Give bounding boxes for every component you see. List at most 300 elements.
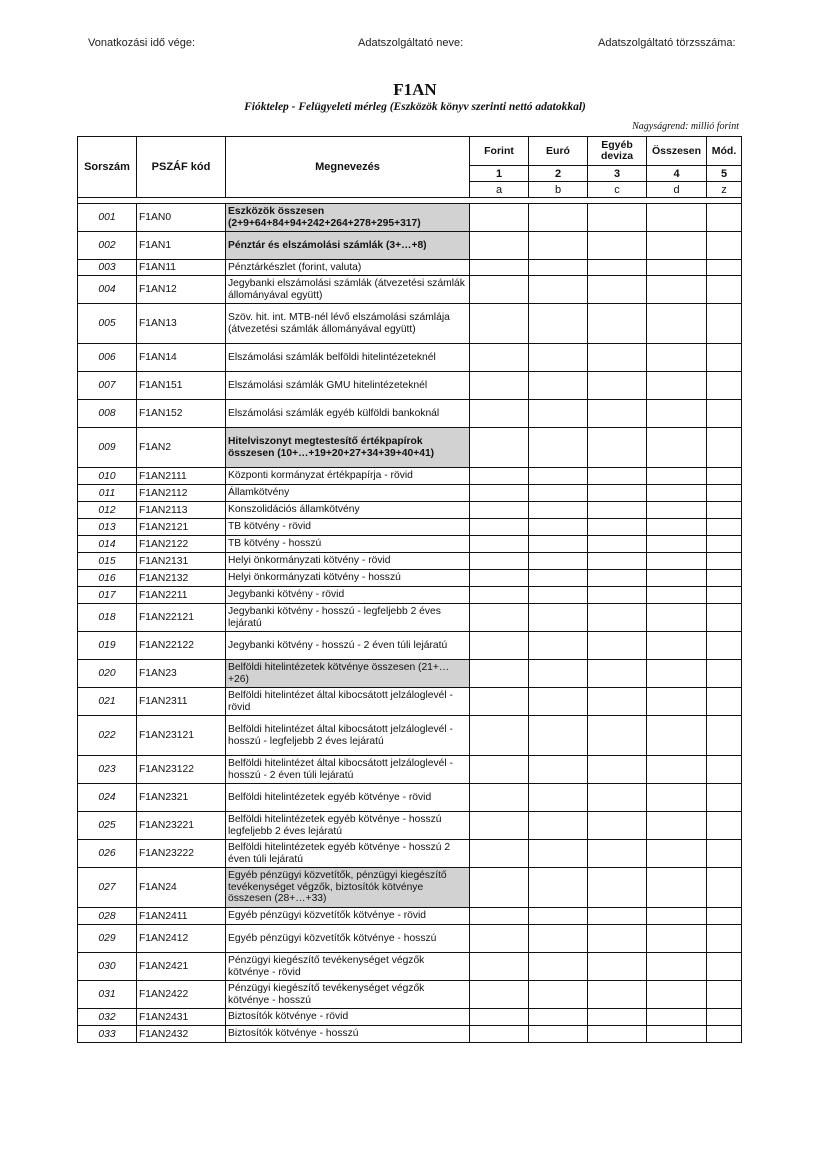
table-row	[78, 784, 742, 812]
value-cell-osszesen[interactable]	[647, 840, 707, 868]
value-cell-osszesen[interactable]	[647, 204, 707, 232]
row-sorszam: 015	[78, 553, 137, 570]
value-cell-osszesen[interactable]	[647, 570, 707, 587]
value-cell-egyeb-deviza[interactable]	[588, 812, 647, 840]
row-pszaf-code: F1AN23121	[137, 716, 226, 756]
row-sorszam: 014	[78, 536, 137, 553]
value-cell-egyeb-deviza[interactable]	[588, 400, 647, 428]
value-cell-euro[interactable]	[529, 519, 588, 536]
row-pszaf-code: F1AN2	[137, 428, 226, 468]
table-row	[78, 400, 742, 428]
row-sorszam: 005	[78, 304, 137, 344]
table-row	[78, 1026, 742, 1043]
row-pszaf-code: F1AN2431	[137, 1009, 226, 1026]
value-cell-euro[interactable]	[529, 840, 588, 868]
value-cell-egyeb-deviza[interactable]	[588, 756, 647, 784]
value-cell-egyeb-deviza[interactable]	[588, 372, 647, 400]
row-megnevezes: Pénzügyi kiegészítő tevékenységet végzők kötvénye - rövid	[226, 953, 470, 981]
row-sorszam: 031	[78, 981, 137, 1009]
value-cell-forint[interactable]	[470, 840, 529, 868]
value-cell-egyeb-deviza[interactable]	[588, 1026, 647, 1043]
row-sorszam: 033	[78, 1026, 137, 1043]
value-cell-egyeb-deviza[interactable]	[588, 908, 647, 925]
value-cell-forint[interactable]	[470, 553, 529, 570]
value-cell-euro[interactable]	[529, 372, 588, 400]
row-pszaf-code: F1AN0	[137, 204, 226, 232]
value-cell-forint[interactable]	[470, 925, 529, 953]
col-header-sorszam: Sorszám	[78, 137, 137, 198]
value-cell-osszesen[interactable]	[647, 908, 707, 925]
row-sorszam: 006	[78, 344, 137, 372]
value-cell-osszesen[interactable]	[647, 553, 707, 570]
row-sorszam: 009	[78, 428, 137, 468]
table-row	[78, 604, 742, 632]
value-cell-forint[interactable]	[470, 981, 529, 1009]
value-cell-forint[interactable]	[470, 660, 529, 688]
table-row	[78, 587, 742, 604]
value-cell-osszesen[interactable]	[647, 304, 707, 344]
value-cell-forint[interactable]	[470, 536, 529, 553]
col-letter-a: a	[470, 182, 529, 198]
row-megnevezes: Pénztárkészlet (forint, valuta)	[226, 260, 470, 276]
row-pszaf-code: F1AN22122	[137, 632, 226, 660]
value-cell-forint[interactable]	[470, 1009, 529, 1026]
row-sorszam: 021	[78, 688, 137, 716]
value-cell-euro[interactable]	[529, 981, 588, 1009]
value-cell-euro[interactable]	[529, 485, 588, 502]
value-cell-osszesen[interactable]	[647, 536, 707, 553]
value-cell-osszesen[interactable]	[647, 688, 707, 716]
value-cell-mod[interactable]	[707, 485, 742, 502]
value-cell-mod[interactable]	[707, 812, 742, 840]
table-row	[78, 372, 742, 400]
value-cell-euro[interactable]	[529, 204, 588, 232]
value-cell-mod[interactable]	[707, 372, 742, 400]
value-cell-osszesen[interactable]	[647, 232, 707, 260]
value-cell-osszesen[interactable]	[647, 925, 707, 953]
value-cell-forint[interactable]	[470, 519, 529, 536]
value-cell-forint[interactable]	[470, 632, 529, 660]
row-megnevezes: TB kötvény - rövid	[226, 519, 470, 536]
row-pszaf-code: F1AN2121	[137, 519, 226, 536]
col-number-3: 3	[588, 166, 647, 182]
value-cell-egyeb-deviza[interactable]	[588, 953, 647, 981]
value-cell-forint[interactable]	[470, 485, 529, 502]
value-cell-euro[interactable]	[529, 260, 588, 276]
value-cell-egyeb-deviza[interactable]	[588, 587, 647, 604]
row-pszaf-code: F1AN2132	[137, 570, 226, 587]
row-megnevezes: Biztosítók kötvénye - rövid	[226, 1009, 470, 1026]
value-cell-forint[interactable]	[470, 502, 529, 519]
row-sorszam: 032	[78, 1009, 137, 1026]
value-cell-euro[interactable]	[529, 812, 588, 840]
row-megnevezes: Egyéb pénzügyi közvetítők kötvénye - hosszú	[226, 925, 470, 953]
row-pszaf-code: F1AN24	[137, 868, 226, 908]
row-megnevezes: Elszámolási számlák GMU hitelintézeteknél	[226, 372, 470, 400]
table-row	[78, 812, 742, 840]
row-megnevezes: Elszámolási számlák belföldi hitelintézeteknél	[226, 344, 470, 372]
row-megnevezes: Jegybanki kötvény - hosszú - 2 éven túli lejáratú	[226, 632, 470, 660]
row-sorszam: 011	[78, 485, 137, 502]
value-cell-egyeb-deviza[interactable]	[588, 868, 647, 908]
value-cell-osszesen[interactable]	[647, 372, 707, 400]
value-cell-forint[interactable]	[470, 868, 529, 908]
value-cell-forint[interactable]	[470, 908, 529, 925]
value-cell-egyeb-deviza[interactable]	[588, 428, 647, 468]
value-cell-osszesen[interactable]	[647, 784, 707, 812]
value-cell-mod[interactable]	[707, 260, 742, 276]
row-sorszam: 023	[78, 756, 137, 784]
value-cell-mod[interactable]	[707, 344, 742, 372]
header-provider-name-label: Adatszolgáltató neve:	[358, 37, 464, 49]
value-cell-euro[interactable]	[529, 908, 588, 925]
table-row	[78, 536, 742, 553]
form-title: F1AN	[393, 80, 437, 99]
col-letter-d: d	[647, 182, 707, 198]
value-cell-osszesen[interactable]	[647, 344, 707, 372]
value-cell-egyeb-deviza[interactable]	[588, 536, 647, 553]
col-header-megnevezes: Megnevezés	[226, 137, 470, 198]
row-pszaf-code: F1AN2113	[137, 502, 226, 519]
table-row	[78, 232, 742, 260]
value-cell-mod[interactable]	[707, 756, 742, 784]
value-cell-egyeb-deviza[interactable]	[588, 840, 647, 868]
value-cell-forint[interactable]	[470, 604, 529, 632]
row-sorszam: 030	[78, 953, 137, 981]
table-row	[78, 632, 742, 660]
value-cell-mod[interactable]	[707, 519, 742, 536]
value-cell-forint[interactable]	[470, 716, 529, 756]
col-number-2: 2	[529, 166, 588, 182]
table-row	[78, 925, 742, 953]
row-pszaf-code: F1AN2321	[137, 784, 226, 812]
value-cell-forint[interactable]	[470, 344, 529, 372]
row-megnevezes: TB kötvény - hosszú	[226, 536, 470, 553]
value-cell-egyeb-deviza[interactable]	[588, 468, 647, 485]
value-cell-mod[interactable]	[707, 840, 742, 868]
row-megnevezes: Pénztár és elszámolási számlák (3+…+8)	[226, 232, 470, 260]
row-sorszam: 027	[78, 868, 137, 908]
row-megnevezes: Államkötvény	[226, 485, 470, 502]
value-cell-egyeb-deviza[interactable]	[588, 784, 647, 812]
value-cell-egyeb-deviza[interactable]	[588, 716, 647, 756]
row-sorszam: 026	[78, 840, 137, 868]
table-row	[78, 660, 742, 688]
table-row	[78, 428, 742, 468]
row-sorszam: 008	[78, 400, 137, 428]
table-row	[78, 1009, 742, 1026]
row-megnevezes: Jegybanki kötvény - hosszú - legfeljebb 2 éves lejáratú	[226, 604, 470, 632]
row-megnevezes: Eszközök összesen (2+9+64+84+94+242+264+278+295+317)	[226, 204, 470, 232]
value-cell-mod[interactable]	[707, 553, 742, 570]
value-cell-mod[interactable]	[707, 1009, 742, 1026]
value-cell-egyeb-deviza[interactable]	[588, 304, 647, 344]
value-cell-forint[interactable]	[470, 428, 529, 468]
value-cell-mod[interactable]	[707, 276, 742, 304]
table-row	[78, 716, 742, 756]
value-cell-osszesen[interactable]	[647, 502, 707, 519]
table-row	[78, 519, 742, 536]
value-cell-egyeb-deviza[interactable]	[588, 688, 647, 716]
value-cell-osszesen[interactable]	[647, 660, 707, 688]
row-megnevezes: Hitelviszonyt megtestesítő értékpapírok összesen (10+…+19+20+27+34+39+40+41)	[226, 428, 470, 468]
value-cell-mod[interactable]	[707, 400, 742, 428]
value-cell-mod[interactable]	[707, 536, 742, 553]
table-row	[78, 756, 742, 784]
col-number-4: 4	[647, 166, 707, 182]
value-cell-forint[interactable]	[470, 204, 529, 232]
value-cell-euro[interactable]	[529, 570, 588, 587]
value-cell-mod[interactable]	[707, 587, 742, 604]
row-sorszam: 002	[78, 232, 137, 260]
value-cell-mod[interactable]	[707, 660, 742, 688]
col-header-euro: Euró	[529, 137, 588, 166]
value-cell-osszesen[interactable]	[647, 485, 707, 502]
value-cell-euro[interactable]	[529, 716, 588, 756]
value-cell-mod[interactable]	[707, 925, 742, 953]
row-pszaf-code: F1AN23	[137, 660, 226, 688]
value-cell-osszesen[interactable]	[647, 812, 707, 840]
row-sorszam: 018	[78, 604, 137, 632]
value-cell-mod[interactable]	[707, 232, 742, 260]
value-cell-mod[interactable]	[707, 502, 742, 519]
value-cell-euro[interactable]	[529, 344, 588, 372]
value-cell-forint[interactable]	[470, 688, 529, 716]
row-sorszam: 001	[78, 204, 137, 232]
value-cell-mod[interactable]	[707, 981, 742, 1009]
value-cell-euro[interactable]	[529, 1026, 588, 1043]
table-row	[78, 485, 742, 502]
row-pszaf-code: F1AN2131	[137, 553, 226, 570]
value-cell-osszesen[interactable]	[647, 587, 707, 604]
value-cell-mod[interactable]	[707, 908, 742, 925]
row-sorszam: 017	[78, 587, 137, 604]
value-cell-euro[interactable]	[529, 784, 588, 812]
row-pszaf-code: F1AN2122	[137, 536, 226, 553]
table-row	[78, 260, 742, 276]
row-megnevezes: Egyéb pénzügyi közvetítők kötvénye - rövid	[226, 908, 470, 925]
table-row	[78, 868, 742, 908]
value-cell-forint[interactable]	[470, 812, 529, 840]
value-cell-mod[interactable]	[707, 204, 742, 232]
row-pszaf-code: F1AN2421	[137, 953, 226, 981]
value-cell-mod[interactable]	[707, 632, 742, 660]
row-pszaf-code: F1AN22121	[137, 604, 226, 632]
row-sorszam: 016	[78, 570, 137, 587]
value-cell-egyeb-deviza[interactable]	[588, 485, 647, 502]
value-cell-egyeb-deviza[interactable]	[588, 1009, 647, 1026]
table-row	[78, 468, 742, 485]
table-row	[78, 204, 742, 232]
value-cell-forint[interactable]	[470, 468, 529, 485]
col-header-forint: Forint	[470, 137, 529, 166]
value-cell-euro[interactable]	[529, 304, 588, 344]
value-cell-euro[interactable]	[529, 632, 588, 660]
value-cell-forint[interactable]	[470, 570, 529, 587]
col-header-osszesen: Összesen	[647, 137, 707, 166]
row-sorszam: 004	[78, 276, 137, 304]
value-cell-forint[interactable]	[470, 260, 529, 276]
value-cell-mod[interactable]	[707, 1026, 742, 1043]
value-cell-forint[interactable]	[470, 756, 529, 784]
value-cell-egyeb-deviza[interactable]	[588, 260, 647, 276]
value-cell-euro[interactable]	[529, 756, 588, 784]
value-cell-forint[interactable]	[470, 400, 529, 428]
value-cell-osszesen[interactable]	[647, 953, 707, 981]
value-cell-mod[interactable]	[707, 428, 742, 468]
value-cell-osszesen[interactable]	[647, 400, 707, 428]
value-cell-osszesen[interactable]	[647, 1026, 707, 1043]
row-pszaf-code: F1AN23122	[137, 756, 226, 784]
row-sorszam: 020	[78, 660, 137, 688]
value-cell-euro[interactable]	[529, 232, 588, 260]
value-cell-egyeb-deviza[interactable]	[588, 660, 647, 688]
value-cell-mod[interactable]	[707, 688, 742, 716]
value-cell-mod[interactable]	[707, 784, 742, 812]
col-letter-c: c	[588, 182, 647, 198]
row-pszaf-code: F1AN23222	[137, 840, 226, 868]
row-megnevezes: Pénzügyi kiegészítő tevékenységet végzők kötvénye - hosszú	[226, 981, 470, 1009]
row-megnevezes: Belföldi hitelintézetek egyéb kötvénye - hosszú 2 éven túli lejáratú	[226, 840, 470, 868]
value-cell-mod[interactable]	[707, 716, 742, 756]
row-pszaf-code: F1AN2411	[137, 908, 226, 925]
table-row	[78, 344, 742, 372]
value-cell-osszesen[interactable]	[647, 716, 707, 756]
value-cell-forint[interactable]	[470, 587, 529, 604]
value-cell-egyeb-deviza[interactable]	[588, 570, 647, 587]
value-cell-osszesen[interactable]	[647, 276, 707, 304]
col-header-egyeb-deviza: Egyéb deviza	[588, 137, 647, 166]
value-cell-euro[interactable]	[529, 536, 588, 553]
value-cell-forint[interactable]	[470, 784, 529, 812]
value-cell-egyeb-deviza[interactable]	[588, 553, 647, 570]
value-cell-egyeb-deviza[interactable]	[588, 204, 647, 232]
value-cell-euro[interactable]	[529, 688, 588, 716]
value-cell-euro[interactable]	[529, 868, 588, 908]
row-sorszam: 025	[78, 812, 137, 840]
value-cell-mod[interactable]	[707, 468, 742, 485]
value-cell-osszesen[interactable]	[647, 519, 707, 536]
value-cell-forint[interactable]	[470, 276, 529, 304]
value-cell-mod[interactable]	[707, 868, 742, 908]
row-megnevezes: Belföldi hitelintézetek egyéb kötvénye - rövid	[226, 784, 470, 812]
row-sorszam: 022	[78, 716, 137, 756]
value-cell-mod[interactable]	[707, 304, 742, 344]
row-pszaf-code: F1AN2112	[137, 485, 226, 502]
row-pszaf-code: F1AN2311	[137, 688, 226, 716]
value-cell-egyeb-deviza[interactable]	[588, 604, 647, 632]
col-header-kod: PSZÁF kód	[137, 137, 226, 198]
row-pszaf-code: F1AN2211	[137, 587, 226, 604]
value-cell-osszesen[interactable]	[647, 260, 707, 276]
value-cell-osszesen[interactable]	[647, 604, 707, 632]
table-row	[78, 953, 742, 981]
value-cell-egyeb-deviza[interactable]	[588, 344, 647, 372]
row-pszaf-code: F1AN13	[137, 304, 226, 344]
row-megnevezes: Jegybanki kötvény - rövid	[226, 587, 470, 604]
value-cell-mod[interactable]	[707, 953, 742, 981]
row-megnevezes: Konszolidációs államkötvény	[226, 502, 470, 519]
table-body	[78, 204, 742, 1043]
row-pszaf-code: F1AN1	[137, 232, 226, 260]
value-cell-egyeb-deviza[interactable]	[588, 981, 647, 1009]
row-megnevezes: Szöv. hit. int. MTB-nél lévő elszámolási számlája (átvezetési számlák állományával együtt)	[226, 304, 470, 344]
table-row	[78, 304, 742, 344]
row-pszaf-code: F1AN2432	[137, 1026, 226, 1043]
value-cell-mod[interactable]	[707, 570, 742, 587]
value-cell-osszesen[interactable]	[647, 981, 707, 1009]
row-sorszam: 028	[78, 908, 137, 925]
row-sorszam: 013	[78, 519, 137, 536]
value-cell-euro[interactable]	[529, 1009, 588, 1026]
table-row	[78, 688, 742, 716]
value-cell-mod[interactable]	[707, 604, 742, 632]
row-sorszam: 029	[78, 925, 137, 953]
row-megnevezes: Helyi önkormányzati kötvény - rövid	[226, 553, 470, 570]
value-cell-osszesen[interactable]	[647, 756, 707, 784]
value-cell-euro[interactable]	[529, 276, 588, 304]
value-cell-euro[interactable]	[529, 953, 588, 981]
value-cell-forint[interactable]	[470, 1026, 529, 1043]
row-megnevezes: Egyéb pénzügyi közvetítők, pénzügyi kiegészítő tevékenységet végzők, biztosítók kötvénye összesen (28+…+33)	[226, 868, 470, 908]
value-cell-osszesen[interactable]	[647, 1009, 707, 1026]
value-cell-egyeb-deviza[interactable]	[588, 925, 647, 953]
value-cell-egyeb-deviza[interactable]	[588, 232, 647, 260]
value-cell-osszesen[interactable]	[647, 468, 707, 485]
value-cell-egyeb-deviza[interactable]	[588, 276, 647, 304]
value-cell-forint[interactable]	[470, 372, 529, 400]
row-sorszam: 024	[78, 784, 137, 812]
col-letter-z: z	[707, 182, 742, 198]
value-cell-forint[interactable]	[470, 304, 529, 344]
row-pszaf-code: F1AN2111	[137, 468, 226, 485]
row-megnevezes: Belföldi hitelintézetek egyéb kötvénye - hosszú legfeljebb 2 éves lejáratú	[226, 812, 470, 840]
value-cell-euro[interactable]	[529, 428, 588, 468]
table-row	[78, 570, 742, 587]
value-cell-egyeb-deviza[interactable]	[588, 502, 647, 519]
value-cell-euro[interactable]	[529, 400, 588, 428]
table-row	[78, 840, 742, 868]
row-sorszam: 007	[78, 372, 137, 400]
value-cell-euro[interactable]	[529, 660, 588, 688]
table-row	[78, 981, 742, 1009]
value-cell-euro[interactable]	[529, 604, 588, 632]
value-cell-euro[interactable]	[529, 502, 588, 519]
table-row	[78, 553, 742, 570]
row-pszaf-code: F1AN151	[137, 372, 226, 400]
value-cell-euro[interactable]	[529, 925, 588, 953]
table-row	[78, 502, 742, 519]
row-megnevezes: Belföldi hitelintézetek kötvénye összesen (21+…+26)	[226, 660, 470, 688]
col-number-1: 1	[470, 166, 529, 182]
value-cell-euro[interactable]	[529, 468, 588, 485]
row-megnevezes: Biztosítók kötvénye - hosszú	[226, 1026, 470, 1043]
value-cell-osszesen[interactable]	[647, 632, 707, 660]
value-cell-forint[interactable]	[470, 232, 529, 260]
value-cell-osszesen[interactable]	[647, 428, 707, 468]
value-cell-euro[interactable]	[529, 553, 588, 570]
value-cell-forint[interactable]	[470, 953, 529, 981]
value-cell-egyeb-deviza[interactable]	[588, 519, 647, 536]
value-cell-egyeb-deviza[interactable]	[588, 632, 647, 660]
row-sorszam: 012	[78, 502, 137, 519]
row-sorszam: 010	[78, 468, 137, 485]
table-row	[78, 908, 742, 925]
row-megnevezes: Elszámolási számlák egyéb külföldi bankoknál	[226, 400, 470, 428]
value-cell-euro[interactable]	[529, 587, 588, 604]
value-cell-osszesen[interactable]	[647, 868, 707, 908]
row-pszaf-code: F1AN23221	[137, 812, 226, 840]
